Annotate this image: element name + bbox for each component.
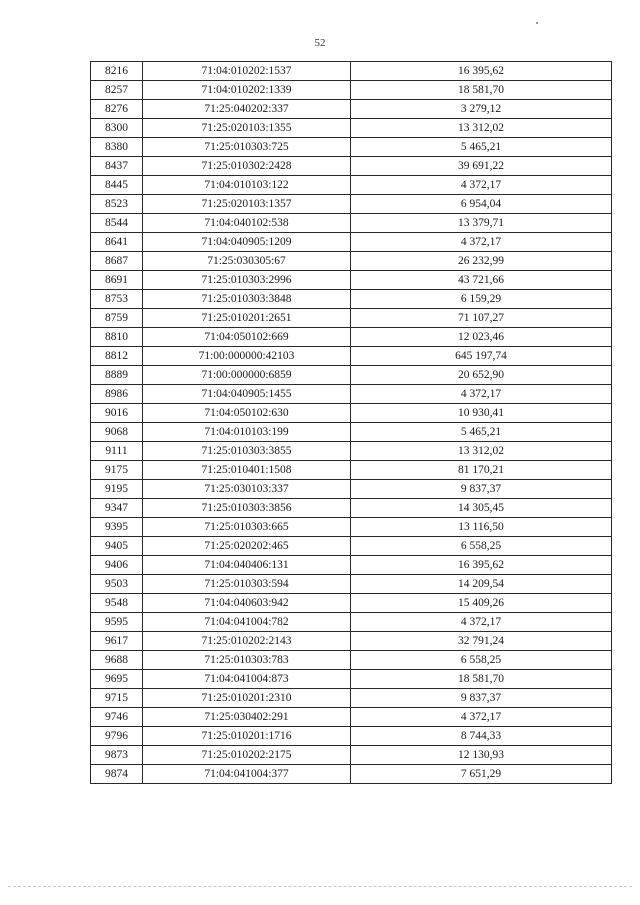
table-row xyxy=(91,119,612,138)
table-row xyxy=(91,81,612,100)
page-number: 52 xyxy=(314,37,326,49)
table-row xyxy=(91,404,612,423)
row-id-cell: 9873 xyxy=(91,746,143,765)
table-row xyxy=(91,100,612,119)
cadastral-number-cell: 71:04:050102:669 xyxy=(143,328,351,347)
amount-cell: 32 791,24 xyxy=(351,632,612,651)
amount-cell: 18 581,70 xyxy=(351,81,612,100)
table-row xyxy=(91,556,612,575)
records-table-body xyxy=(91,62,612,784)
amount-cell: 26 232,99 xyxy=(351,252,612,271)
row-id-cell: 8257 xyxy=(91,81,143,100)
cadastral-number-cell: 71:25:010401:1508 xyxy=(143,461,351,480)
amount-cell: 4 372,17 xyxy=(351,385,612,404)
table-row xyxy=(91,461,612,480)
cadastral-number-cell: 71:25:020202:465 xyxy=(143,537,351,556)
row-id-cell: 9746 xyxy=(91,708,143,727)
cadastral-number-cell: 71:00:000000:6859 xyxy=(143,366,351,385)
amount-cell: 8 744,33 xyxy=(351,727,612,746)
cadastral-number-cell: 71:25:010303:3855 xyxy=(143,442,351,461)
row-id-cell: 8445 xyxy=(91,176,143,195)
table-row xyxy=(91,233,612,252)
records-table xyxy=(90,61,612,784)
cadastral-number-cell: 71:25:020103:1357 xyxy=(143,195,351,214)
cadastral-number-cell: 71:04:050102:630 xyxy=(143,404,351,423)
amount-cell: 5 465,21 xyxy=(351,423,612,442)
row-id-cell: 8216 xyxy=(91,62,143,81)
table-row xyxy=(91,670,612,689)
amount-cell: 14 209,54 xyxy=(351,575,612,594)
cadastral-number-cell: 71:25:010201:2310 xyxy=(143,689,351,708)
amount-cell: 43 721,66 xyxy=(351,271,612,290)
amount-cell: 20 652,90 xyxy=(351,366,612,385)
row-id-cell: 9395 xyxy=(91,518,143,537)
table-row xyxy=(91,708,612,727)
cadastral-number-cell: 71:04:041004:873 xyxy=(143,670,351,689)
cadastral-number-cell: 71:04:010202:1339 xyxy=(143,81,351,100)
cadastral-number-cell: 71:25:010303:665 xyxy=(143,518,351,537)
row-id-cell: 8380 xyxy=(91,138,143,157)
row-id-cell: 9111 xyxy=(91,442,143,461)
amount-cell: 12 023,46 xyxy=(351,328,612,347)
row-id-cell: 8641 xyxy=(91,233,143,252)
table-row xyxy=(91,575,612,594)
cadastral-number-cell: 71:25:030103:337 xyxy=(143,480,351,499)
table-row xyxy=(91,138,612,157)
cadastral-number-cell: 71:25:010201:2651 xyxy=(143,309,351,328)
amount-cell: 10 930,41 xyxy=(351,404,612,423)
cadastral-number-cell: 71:04:041004:782 xyxy=(143,613,351,632)
amount-cell: 9 837,37 xyxy=(351,480,612,499)
cadastral-number-cell: 71:25:030402:291 xyxy=(143,708,351,727)
row-id-cell: 8889 xyxy=(91,366,143,385)
row-id-cell: 8276 xyxy=(91,100,143,119)
cadastral-number-cell: 71:04:041004:377 xyxy=(143,765,351,784)
table-row xyxy=(91,746,612,765)
table-row xyxy=(91,385,612,404)
table-row xyxy=(91,271,612,290)
amount-cell: 18 581,70 xyxy=(351,670,612,689)
row-id-cell: 8810 xyxy=(91,328,143,347)
cadastral-number-cell: 71:25:010303:783 xyxy=(143,651,351,670)
table-row xyxy=(91,632,612,651)
scan-speck xyxy=(536,22,538,24)
cadastral-number-cell: 71:04:010103:199 xyxy=(143,423,351,442)
amount-cell: 4 372,17 xyxy=(351,233,612,252)
amount-cell: 13 379,71 xyxy=(351,214,612,233)
cadastral-number-cell: 71:04:040905:1455 xyxy=(143,385,351,404)
row-id-cell: 9347 xyxy=(91,499,143,518)
row-id-cell: 9406 xyxy=(91,556,143,575)
row-id-cell: 9548 xyxy=(91,594,143,613)
row-id-cell: 9874 xyxy=(91,765,143,784)
amount-cell: 39 691,22 xyxy=(351,157,612,176)
cadastral-number-cell: 71:25:010303:2996 xyxy=(143,271,351,290)
cadastral-number-cell: 71:04:040102:538 xyxy=(143,214,351,233)
cadastral-number-cell: 71:25:010303:3856 xyxy=(143,499,351,518)
table-row xyxy=(91,157,612,176)
amount-cell: 6 558,25 xyxy=(351,651,612,670)
row-id-cell: 8812 xyxy=(91,347,143,366)
amount-cell: 6 954,04 xyxy=(351,195,612,214)
row-id-cell: 9617 xyxy=(91,632,143,651)
table-row xyxy=(91,518,612,537)
amount-cell: 4 372,17 xyxy=(351,176,612,195)
amount-cell: 3 279,12 xyxy=(351,100,612,119)
table-row xyxy=(91,347,612,366)
cadastral-number-cell: 71:04:010103:122 xyxy=(143,176,351,195)
table-row xyxy=(91,442,612,461)
cadastral-number-cell: 71:25:030305:67 xyxy=(143,252,351,271)
row-id-cell: 9503 xyxy=(91,575,143,594)
row-id-cell: 9595 xyxy=(91,613,143,632)
table-row xyxy=(91,499,612,518)
table-row xyxy=(91,594,612,613)
row-id-cell: 9695 xyxy=(91,670,143,689)
table-row xyxy=(91,765,612,784)
table-row xyxy=(91,176,612,195)
amount-cell: 14 305,45 xyxy=(351,499,612,518)
table-row xyxy=(91,423,612,442)
cadastral-number-cell: 71:04:040603:942 xyxy=(143,594,351,613)
amount-cell: 13 312,02 xyxy=(351,442,612,461)
row-id-cell: 9195 xyxy=(91,480,143,499)
amount-cell: 13 116,50 xyxy=(351,518,612,537)
row-id-cell: 8544 xyxy=(91,214,143,233)
row-id-cell: 9068 xyxy=(91,423,143,442)
table-row xyxy=(91,195,612,214)
cadastral-number-cell: 71:25:010201:1716 xyxy=(143,727,351,746)
amount-cell: 15 409,26 xyxy=(351,594,612,613)
amount-cell: 4 372,17 xyxy=(351,708,612,727)
table-row xyxy=(91,689,612,708)
row-id-cell: 8523 xyxy=(91,195,143,214)
table-row xyxy=(91,214,612,233)
table-row xyxy=(91,328,612,347)
amount-cell: 7 651,29 xyxy=(351,765,612,784)
row-id-cell: 9016 xyxy=(91,404,143,423)
row-id-cell: 9796 xyxy=(91,727,143,746)
cadastral-number-cell: 71:25:010303:725 xyxy=(143,138,351,157)
row-id-cell: 8986 xyxy=(91,385,143,404)
table-row xyxy=(91,537,612,556)
amount-cell: 13 312,02 xyxy=(351,119,612,138)
cadastral-number-cell: 71:25:010303:3848 xyxy=(143,290,351,309)
table-row xyxy=(91,480,612,499)
table-row xyxy=(91,252,612,271)
amount-cell: 12 130,93 xyxy=(351,746,612,765)
row-id-cell: 8753 xyxy=(91,290,143,309)
cadastral-number-cell: 71:25:020103:1355 xyxy=(143,119,351,138)
amount-cell: 9 837,37 xyxy=(351,689,612,708)
table-row xyxy=(91,62,612,81)
cadastral-number-cell: 71:25:010202:2175 xyxy=(143,746,351,765)
table-row xyxy=(91,727,612,746)
cadastral-number-cell: 71:04:040406:131 xyxy=(143,556,351,575)
row-id-cell: 8687 xyxy=(91,252,143,271)
row-id-cell: 8691 xyxy=(91,271,143,290)
cadastral-number-cell: 71:25:010302:2428 xyxy=(143,157,351,176)
row-id-cell: 8437 xyxy=(91,157,143,176)
cadastral-number-cell: 71:25:040202:337 xyxy=(143,100,351,119)
table-row xyxy=(91,651,612,670)
amount-cell: 645 197,74 xyxy=(351,347,612,366)
cadastral-number-cell: 71:00:000000:42103 xyxy=(143,347,351,366)
row-id-cell: 9688 xyxy=(91,651,143,670)
table-row xyxy=(91,366,612,385)
row-id-cell: 8300 xyxy=(91,119,143,138)
row-id-cell: 8759 xyxy=(91,309,143,328)
cadastral-number-cell: 71:04:010202:1537 xyxy=(143,62,351,81)
table-row xyxy=(91,290,612,309)
scan-bottom-artifact xyxy=(8,886,632,888)
cadastral-number-cell: 71:25:010303:594 xyxy=(143,575,351,594)
row-id-cell: 9715 xyxy=(91,689,143,708)
amount-cell: 16 395,62 xyxy=(351,556,612,575)
table-row xyxy=(91,613,612,632)
amount-cell: 81 170,21 xyxy=(351,461,612,480)
amount-cell: 5 465,21 xyxy=(351,138,612,157)
amount-cell: 16 395,62 xyxy=(351,62,612,81)
amount-cell: 4 372,17 xyxy=(351,613,612,632)
amount-cell: 6 159,29 xyxy=(351,290,612,309)
amount-cell: 71 107,27 xyxy=(351,309,612,328)
amount-cell: 6 558,25 xyxy=(351,537,612,556)
row-id-cell: 9175 xyxy=(91,461,143,480)
cadastral-number-cell: 71:25:010202:2143 xyxy=(143,632,351,651)
cadastral-number-cell: 71:04:040905:1209 xyxy=(143,233,351,252)
row-id-cell: 9405 xyxy=(91,537,143,556)
table-row xyxy=(91,309,612,328)
